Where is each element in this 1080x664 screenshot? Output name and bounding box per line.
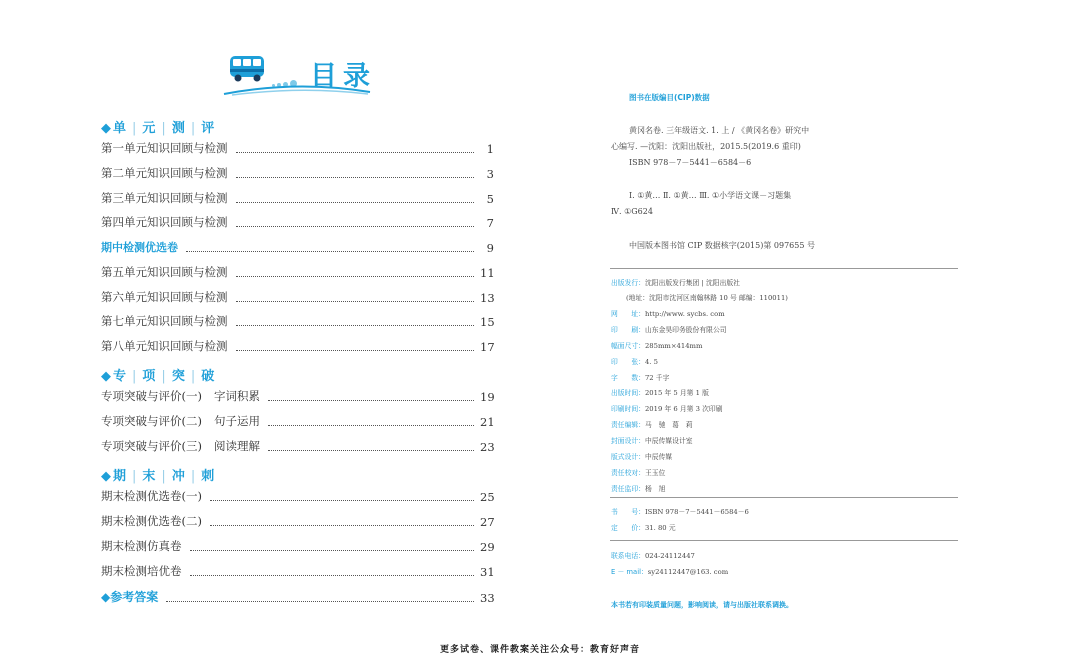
info-row: 印刷时间：2019 年 6 月第 3 次印刷 — [611, 405, 723, 413]
info-row: 封面设计：中辰传媒设计室 — [611, 437, 693, 445]
diamond-icon: ◆ — [101, 590, 111, 604]
toc-entry[interactable]: 期末检测培优卷 31 — [101, 564, 495, 579]
divider — [610, 540, 958, 541]
cip-class-line: Ⅳ. ①G624 — [611, 207, 653, 216]
bus-icon — [227, 54, 269, 84]
toc-entry[interactable]: 第三单元知识回顾与检测 5 — [101, 191, 494, 206]
divider — [610, 497, 958, 498]
info-row: 定 价：31. 80 元 — [611, 524, 676, 532]
toc-entry[interactable]: 第一单元知识回顾与检测 1 — [101, 141, 494, 156]
toc-entry[interactable]: 第八单元知识回顾与检测 17 — [101, 339, 495, 354]
toc-entry[interactable]: 期末检测仿真卷 29 — [101, 539, 495, 554]
info-row: 责任校对：王玉位 — [611, 469, 666, 477]
info-row: E － mail：sy24112447@163. com — [611, 568, 729, 576]
cip-line: 黄冈名卷. 三年级语文. 1. 上 / 《黄冈名卷》研究中 — [629, 126, 810, 135]
info-row: 印 张：4. 5 — [611, 358, 658, 366]
toc-header — [222, 52, 382, 96]
info-row: 字 数：72 千字 — [611, 374, 670, 382]
toc-entry[interactable]: 期末检测优选卷(一) 25 — [101, 489, 495, 504]
toc-entry[interactable]: 第六单元知识回顾与检测 13 — [101, 290, 495, 305]
cip-page — [540, 0, 1080, 664]
toc-entry-midterm[interactable]: 期中检测优选卷 9 — [101, 241, 494, 255]
toc-entry[interactable]: 期末检测优选卷(二) 27 — [101, 514, 495, 529]
footer-note: 更多试卷、课件教案关注公众号：教育好声音 — [439, 645, 640, 655]
cip-verify: 中国版本图书馆 CIP 数据核字(2015)第 097655 号 — [629, 241, 815, 250]
diamond-icon: ◆ — [101, 469, 111, 484]
cip-line: ISBN 978－7－5441－6584－6 — [629, 158, 752, 167]
section-heading: ◆ 单 | 元 | 测 | 评 — [101, 121, 215, 136]
info-row: 出版发行：沈阳出版发行集团 | 沈阳出版社 — [611, 279, 740, 287]
section-heading: ◆ 期 | 末 | 冲 | 刺 — [101, 469, 215, 484]
toc-entry[interactable]: 专项突破与评价(二) 句子运用 21 — [101, 414, 495, 429]
toc-entry[interactable]: 第五单元知识回顾与检测 11 — [101, 265, 495, 280]
divider — [610, 268, 958, 269]
toc-entry[interactable]: 专项突破与评价(一) 字词积累 19 — [101, 389, 495, 404]
quality-notice: 本书若有印装质量问题，影响阅读，请与出版社联系调换。 — [611, 601, 793, 609]
toc-entry-answers[interactable]: ◆参考答案 33 — [101, 590, 495, 605]
toc-entry[interactable]: 第七单元知识回顾与检测 15 — [101, 314, 495, 329]
toc-entry[interactable]: 专项突破与评价(三) 阅读理解 23 — [101, 439, 495, 454]
info-row: 印 刷：山东金昊印务股份有限公司 — [611, 326, 727, 334]
cip-line: 心编写. —沈阳：沈阳出版社，2015.5(2019.6 重印) — [611, 142, 801, 151]
info-row: 出版时间：2015 年 5 月第 1 版 — [611, 389, 709, 397]
info-row: 网 址：http://www. sycbs. com — [611, 310, 725, 318]
toc-entry[interactable]: 第四单元知识回顾与检测 7 — [101, 215, 494, 230]
cip-title: 图书在版编目(CIP)数据 — [629, 93, 710, 102]
info-row: 责任编辑：马 驰 葛 莉 — [611, 421, 693, 429]
info-row: 幅面尺寸：285mm×414mm — [611, 342, 703, 350]
info-row: (地址：沈阳市沈河区南翰林路 10 号 邮编：110011) — [626, 294, 788, 302]
cip-class-line: Ⅰ. ①黄… Ⅱ. ①黄… Ⅲ. ①小学语文课－习题集 — [629, 191, 792, 200]
info-row: 书 号：ISBN 978－7－5441－6584－6 — [611, 508, 749, 516]
info-row: 版式设计：中辰传媒 — [611, 453, 673, 461]
toc-entry[interactable]: 第二单元知识回顾与检测 3 — [101, 166, 494, 181]
info-row: 联系电话：024-24112447 — [611, 552, 695, 560]
info-row: 责任监印：杨 旭 — [611, 485, 666, 493]
toc-title: 目录 — [310, 61, 376, 92]
diamond-icon: ◆ — [101, 369, 111, 384]
header-swoosh — [222, 82, 372, 96]
section-heading: ◆ 专 | 项 | 突 | 破 — [101, 369, 215, 384]
diamond-icon: ◆ — [101, 121, 111, 136]
